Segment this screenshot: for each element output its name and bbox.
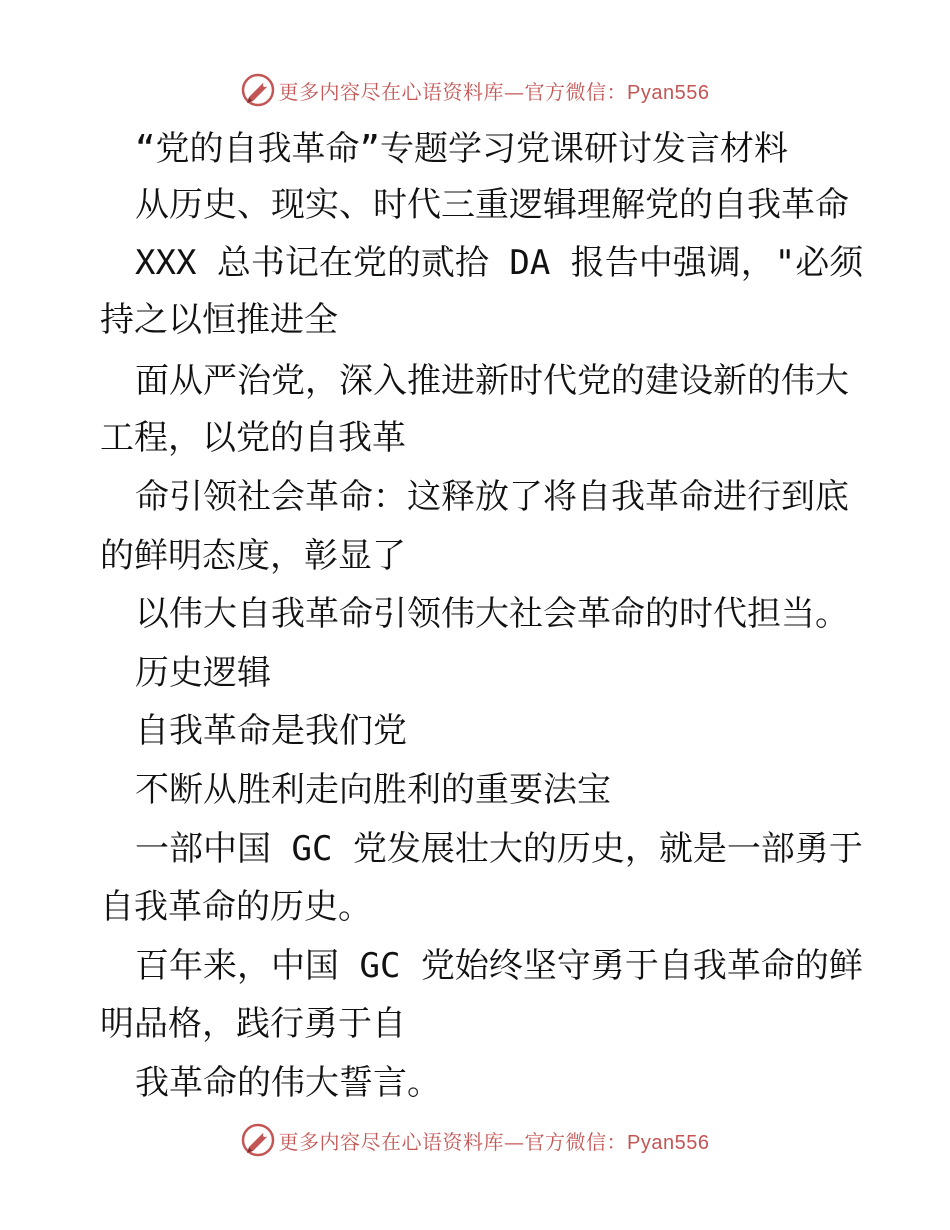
watermark-text: 更多内容尽在心语资料库—官方微信：Pyan556 bbox=[278, 1129, 710, 1154]
paragraph-line: 自我革命的历史。 bbox=[100, 887, 372, 927]
paragraph-line: 以伟大自我革命引领伟大社会革命的时代担当。 bbox=[135, 594, 849, 634]
watermark-text: 更多内容尽在心语资料库—官方微信：Pyan556 bbox=[278, 79, 710, 104]
paragraph-line: 工程，以党的自我革 bbox=[100, 418, 406, 458]
paragraph-line: XXX 总书记在党的贰拾 DA 报告中强调，"必须 bbox=[135, 243, 864, 283]
footer-watermark bbox=[0, 1120, 950, 1160]
document-subtitle: 从历史、现实、时代三重逻辑理解党的自我革命 bbox=[135, 185, 849, 225]
paragraph-line: 一部中国 GC 党发展壮大的历史，就是一部勇于 bbox=[135, 829, 863, 869]
paragraph-line: 命引领社会革命：这释放了将自我革命进行到底 bbox=[135, 477, 849, 517]
pen-logo-icon bbox=[241, 1123, 275, 1157]
paragraph-line: 的鲜明态度，彰显了 bbox=[100, 536, 406, 576]
paragraph-line: 面从严治党，深入推进新时代党的建设新的伟大 bbox=[135, 361, 849, 401]
subheading-line: 不断从胜利走向胜利的重要法宝 bbox=[135, 770, 611, 810]
section-heading: 历史逻辑 bbox=[135, 653, 271, 693]
subheading-line: 自我革命是我们党 bbox=[135, 711, 407, 751]
paragraph-line: 持之以恒推进全 bbox=[100, 300, 338, 340]
paragraph-line: 百年来，中国 GC 党始终坚守勇于自我革命的鲜 bbox=[135, 946, 863, 986]
paragraph-line: 明品格，践行勇于自 bbox=[100, 1004, 406, 1044]
document-title: “党的自我革命”专题学习党课研讨发言材料 bbox=[135, 129, 788, 169]
paragraph-line: 我革命的伟大誓言。 bbox=[135, 1063, 441, 1103]
